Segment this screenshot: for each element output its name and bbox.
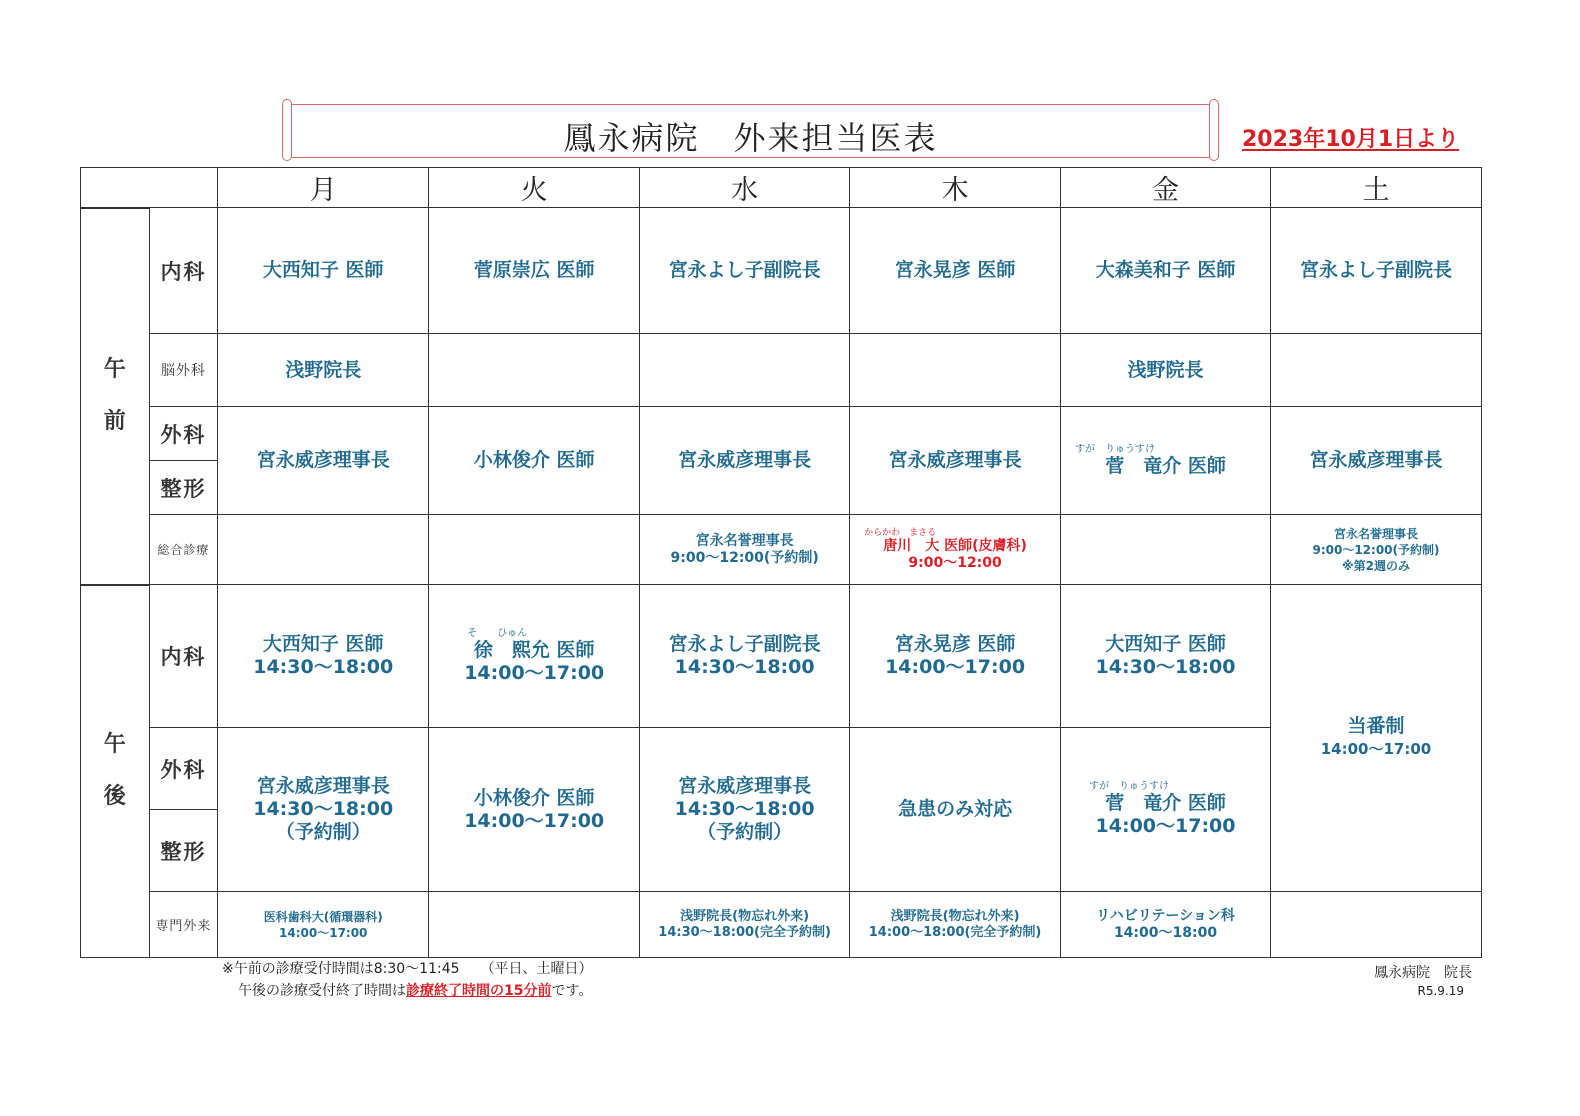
am-sogo-fri xyxy=(1061,515,1271,585)
schedule-table xyxy=(80,167,1482,958)
am-sogo-wed-time: 9:00～12:00(予約制) xyxy=(670,549,819,566)
pm-senmon-wed-time: 14:30～18:00(完全予約制) xyxy=(658,924,831,940)
pm-senmon-fri-doctor: リハビリテーション科 xyxy=(1096,907,1235,924)
pm-naika-mon-doctor: 大西知子 医師 xyxy=(262,633,384,655)
pm-naika-wed xyxy=(640,585,850,728)
dept-pm-geka-label: 外科 xyxy=(160,757,207,782)
pm-geka-tue-doctor: 小林俊介 医師 xyxy=(473,786,595,809)
dept-am-noge: 脳外科 xyxy=(149,334,218,407)
am-sogo-thu xyxy=(850,515,1061,585)
am-geka-thu: 宮永威彦理事長 xyxy=(850,407,1061,515)
dept-am-geka-label: 外科 xyxy=(160,422,207,447)
pm-sat xyxy=(1270,585,1481,892)
pm-geka-tue xyxy=(429,728,640,892)
pm-sat-time: 14:00～17:00 xyxy=(1320,740,1432,758)
pm-senmon-mon-time: 14:00～17:00 xyxy=(279,925,368,940)
pm-naika-thu xyxy=(850,585,1061,728)
dept-pm-naika: 内科 xyxy=(149,585,218,728)
pm-naika-fri-doctor: 大西知子 医師 xyxy=(1105,633,1226,655)
pm-senmon-mon xyxy=(218,892,429,958)
note-line-2: 午後の診療受付終了時間は診療終了時間の15分前です。 xyxy=(238,983,593,999)
day-header-tue: 火 xyxy=(429,168,640,208)
pm-sat-label: 当番制 xyxy=(1347,715,1405,737)
pm-senmon-tue xyxy=(429,892,640,958)
pm-naika-tue-ruby: そ ひゅん xyxy=(467,627,528,639)
pm-naika-thu-time: 14:00～17:00 xyxy=(885,656,1026,678)
dept-am-sogo: 総合診療 xyxy=(149,515,218,585)
pm-senmon-wed xyxy=(640,892,850,958)
am-sogo-sat xyxy=(1270,515,1481,585)
pm-senmon-thu xyxy=(850,892,1061,958)
am-naika-fri: 大森美和子 医師 xyxy=(1061,208,1271,334)
pm-naika-fri-time: 14:30～18:00 xyxy=(1095,656,1236,678)
title-banner xyxy=(290,104,1211,158)
pm-naika-mon-time: 14:30～18:00 xyxy=(253,656,394,678)
am-naika-thu: 宮永晃彦 医師 xyxy=(850,208,1061,334)
pm-geka-mon-doctor: 宮永威彦理事長 xyxy=(256,775,390,797)
pm-geka-mon xyxy=(218,728,429,892)
pm-naika-wed-time: 14:30～18:00 xyxy=(674,656,815,678)
am-sogo-thu-doctor: 唐川 大 医師(皮膚科) xyxy=(883,537,1027,554)
pm-geka-fri-ruby: すが りゅうすけ xyxy=(1089,781,1170,792)
dept-am-geka xyxy=(149,407,218,515)
am-sogo-thu-ruby: からかわ まさる xyxy=(864,527,937,538)
am-naika-wed: 宮永よし子副院長 xyxy=(640,208,850,334)
pm-senmon-mon-doctor: 医科歯科大(循環器科) xyxy=(263,909,383,924)
signature-name: 鳳永病院 院長 xyxy=(1374,965,1472,981)
pm-senmon-thu-time: 14:00～18:00(完全予約制) xyxy=(868,924,1042,940)
pm-geka-wed-note: （予約制） xyxy=(697,821,793,843)
am-noge-tue xyxy=(429,334,640,407)
day-header-thu: 木 xyxy=(850,168,1061,208)
dept-pm-senmon: 専門外来 xyxy=(149,892,218,958)
pm-senmon-wed-doctor: 浅野院長(物忘れ外来) xyxy=(680,908,810,924)
am-geka-tue: 小林俊介 医師 xyxy=(429,407,640,515)
pm-naika-tue-time: 14:00～17:00 xyxy=(464,661,605,684)
day-header-sat: 土 xyxy=(1270,168,1481,208)
day-header-wed: 水 xyxy=(640,168,850,208)
am-geka-fri xyxy=(1061,407,1271,515)
header-corner xyxy=(81,168,218,208)
pm-geka-tue-time: 14:00～17:00 xyxy=(464,809,605,832)
pm-senmon-fri xyxy=(1061,892,1271,958)
pm-senmon-sat xyxy=(1270,892,1481,958)
am-naika-mon: 大西知子 医師 xyxy=(218,208,429,334)
pm-geka-wed xyxy=(640,728,850,892)
am-sogo-sat-note: ※第2週のみ xyxy=(1341,558,1410,573)
day-header-mon: 月 xyxy=(218,168,429,208)
am-geka-sat: 宮永威彦理事長 xyxy=(1270,407,1481,515)
am-geka-mon: 宮永威彦理事長 xyxy=(218,407,429,515)
am-sogo-sat-doctor: 宮永名誉理事長 xyxy=(1333,526,1418,541)
pm-naika-wed-doctor: 宮永よし子副院長 xyxy=(668,633,821,655)
am-noge-mon: 浅野院長 xyxy=(218,334,429,407)
am-geka-fri-ruby: すが りゅうすけ xyxy=(1075,443,1156,455)
signature-date: R5.9.19 xyxy=(1417,984,1464,998)
period-am: 午 前 xyxy=(81,208,150,585)
am-sogo-wed xyxy=(640,515,850,585)
pm-geka-mon-note: （予約制） xyxy=(275,821,371,843)
am-sogo-wed-doctor: 宮永名誉理事長 xyxy=(695,532,794,549)
am-sogo-tue xyxy=(429,515,640,585)
pm-geka-wed-doctor: 宮永威彦理事長 xyxy=(678,775,812,797)
pm-naika-mon xyxy=(218,585,429,728)
pm-geka-wed-time: 14:30～18:00 xyxy=(674,798,815,820)
pm-geka-fri-time: 14:00～17:00 xyxy=(1095,815,1236,837)
note-line-1: ※午前の診療受付時間は8:30～11:45 （平日、土曜日） xyxy=(222,961,593,977)
am-sogo-mon xyxy=(218,515,429,585)
pm-geka-fri-doctor: 菅 竜介 医師 xyxy=(1105,792,1226,814)
period-pm: 午 後 xyxy=(81,585,150,958)
am-geka-fri-name: 菅 竜介 医師 xyxy=(1105,454,1226,477)
am-noge-thu xyxy=(850,334,1061,407)
pm-geka-fri xyxy=(1061,728,1271,892)
dept-am-seikei-label: 整形 xyxy=(150,460,218,514)
pm-naika-tue xyxy=(429,585,640,728)
am-noge-fri: 浅野院長 xyxy=(1061,334,1271,407)
pm-senmon-fri-time: 14:00～18:00 xyxy=(1113,924,1218,941)
pm-naika-fri xyxy=(1061,585,1271,728)
am-noge-sat xyxy=(1270,334,1481,407)
dept-pm-geka xyxy=(149,728,218,892)
pm-senmon-thu-doctor: 浅野院長(物忘れ外来) xyxy=(890,908,1020,924)
am-sogo-thu-time: 9:00～12:00 xyxy=(908,554,1002,571)
day-header-fri: 金 xyxy=(1061,168,1271,208)
dept-pm-seikei-label: 整形 xyxy=(150,809,218,891)
pm-geka-thu: 急患のみ対応 xyxy=(850,728,1061,892)
dept-am-naika: 内科 xyxy=(149,208,218,334)
am-sogo-sat-time: 9:00～12:00(予約制) xyxy=(1312,542,1440,557)
am-naika-sat: 宮永よし子副院長 xyxy=(1270,208,1481,334)
page-title: 鳳永病院 外来担当医表 xyxy=(563,119,938,157)
pm-naika-thu-doctor: 宮永晃彦 医師 xyxy=(894,633,1016,655)
pm-naika-tue-doctor: 徐 熙允 医師 xyxy=(473,638,595,661)
am-noge-wed xyxy=(640,334,850,407)
am-geka-wed: 宮永威彦理事長 xyxy=(640,407,850,515)
effective-date: 2023年10月1日より xyxy=(1242,127,1460,152)
pm-geka-mon-time: 14:30～18:00 xyxy=(253,798,394,820)
am-naika-tue: 菅原崇広 医師 xyxy=(429,208,640,334)
